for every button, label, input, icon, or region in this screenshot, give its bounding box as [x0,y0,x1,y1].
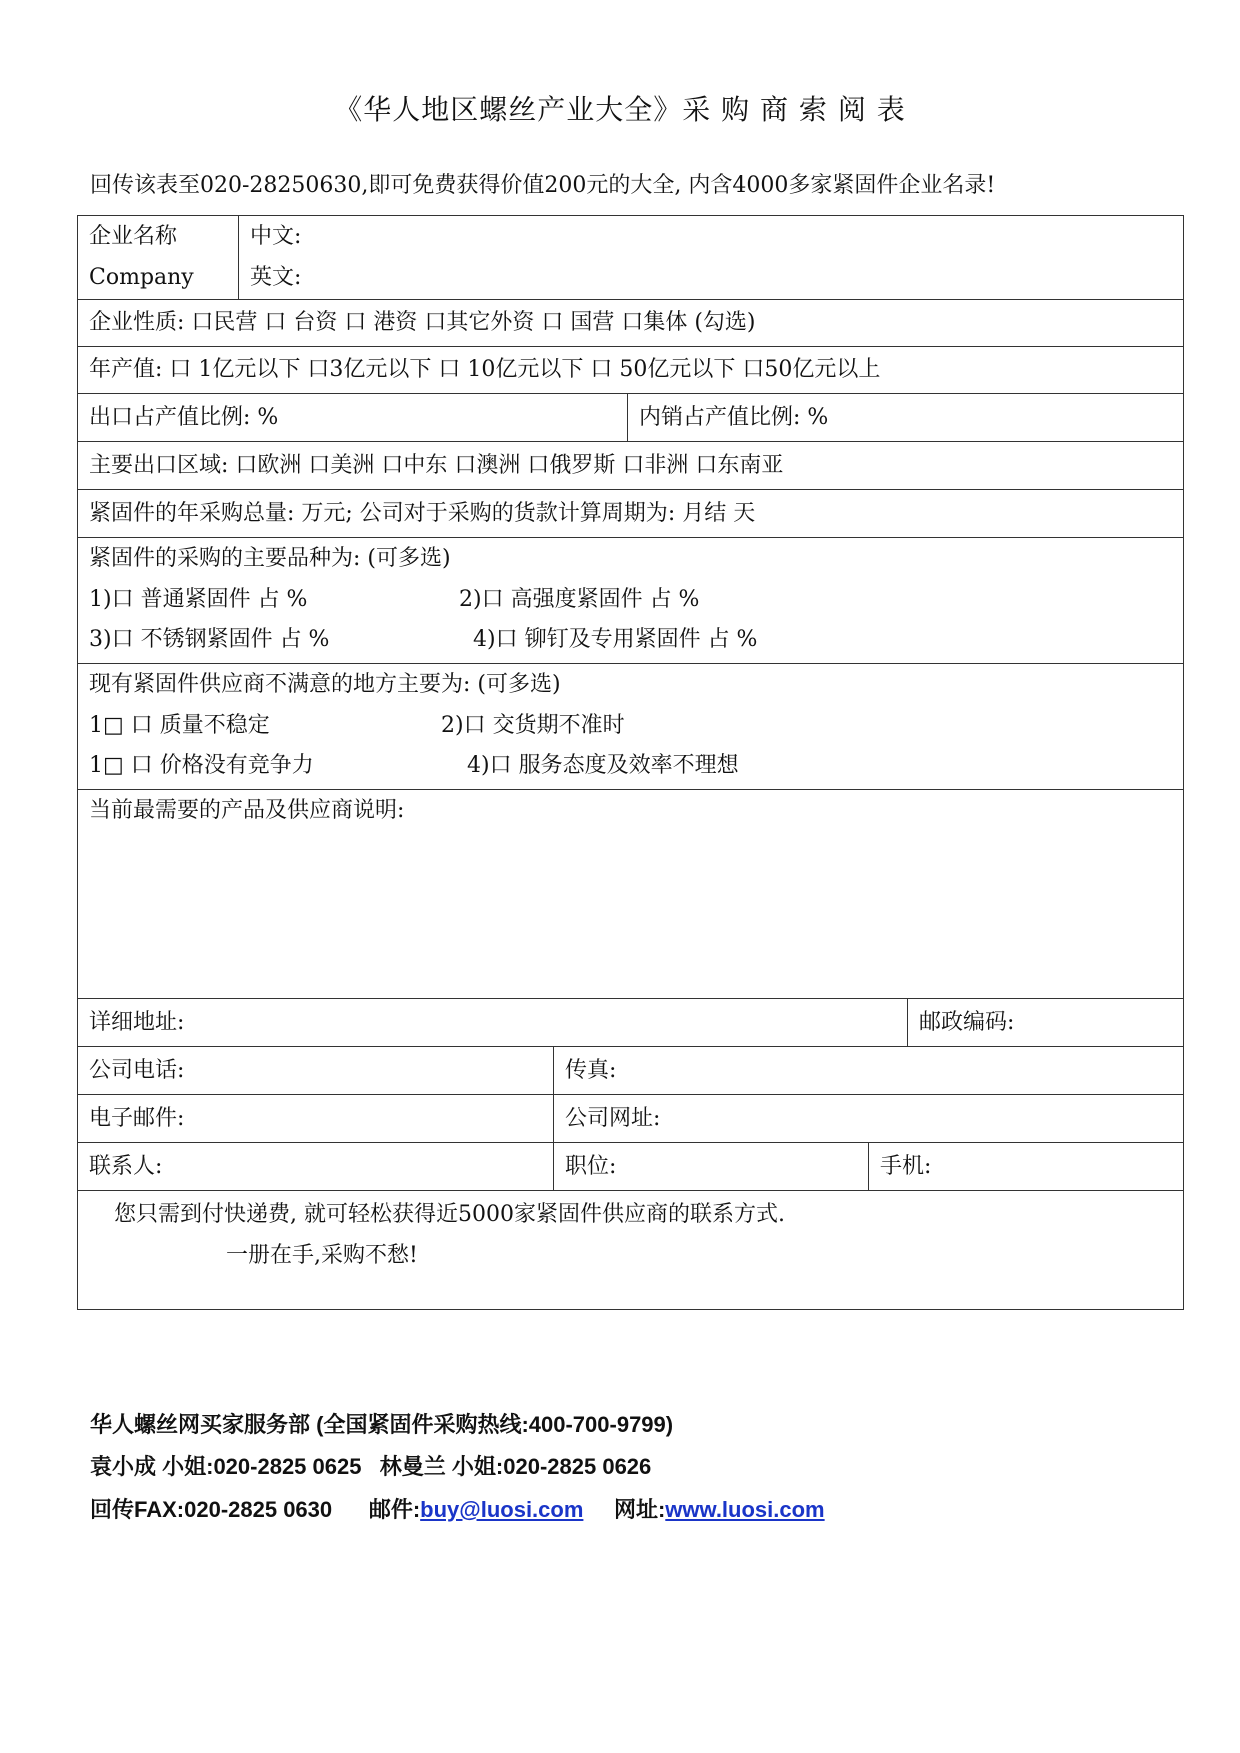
footer-email-label: 邮件: [368,1497,421,1522]
row-divider [78,789,1183,790]
intro-text: 回传该表至020-28250630,即可免费获得价值200元的大全, 内含4000多家紧固件企业名录! [90,173,996,198]
row-divider [78,489,1183,490]
domestic-ratio-field[interactable]: 内销占产值比例: % [639,405,829,430]
row-divider [78,663,1183,664]
row-divider [78,1094,1183,1095]
variety-option-4[interactable]: 4)口 铆钉及专用紧固件 占 % [473,627,758,652]
footer-service-line: 华人螺丝网买家服务部 (全国紧固件采购热线:400-700-9799) [90,1412,674,1437]
company-name-cn-field[interactable]: 中文: [250,224,302,249]
company-name-en-field[interactable]: 英文: [250,265,302,290]
needs-description-field[interactable]: 当前最需要的产品及供应商说明: [89,798,405,823]
company-label-cn: 企业名称 [89,224,178,249]
varieties-title: 紧固件的采购的主要品种为: (可多选) [89,546,451,571]
col-divider [553,1046,554,1190]
col-divider [238,216,239,299]
row-divider [78,393,1183,394]
page-title: 《华人地区螺丝产业大全》采 购 商 索 阅 表 [334,93,906,126]
position-field[interactable]: 职位: [565,1154,617,1179]
variety-option-1[interactable]: 1)口 普通紧固件 占 % [89,587,308,612]
contact-person-field[interactable]: 联系人: [89,1154,163,1179]
dissatisfied-option-3[interactable]: 1□ 口 价格没有竞争力 [89,753,314,778]
row-divider [78,1046,1183,1047]
variety-option-3[interactable]: 3)口 不锈钢紧固件 占 % [89,627,330,652]
export-regions-field[interactable]: 主要出口区域: 口欧洲 口美洲 口中东 口澳洲 口俄罗斯 口非洲 口东南亚 [89,453,784,478]
phone-field[interactable]: 公司电话: [89,1058,185,1083]
annual-purchase-field[interactable]: 紧固件的年采购总量: 万元; 公司对于采购的货款计算周期为: 月结 天 [89,501,756,526]
footer-email-link[interactable]: buy@luosi.com [420,1497,584,1522]
col-divider [627,393,628,441]
note-line-1: 您只需到付快递费, 就可轻松获得近5000家紧固件供应商的联系方式. [114,1202,785,1227]
email-field[interactable]: 电子邮件: [89,1106,185,1131]
footer-website-link[interactable]: www.luosi.com [665,1497,825,1522]
enterprise-nature-field[interactable]: 企业性质: 口民营 口 台资 口 港资 口其它外资 口 国营 口集体 (勾选) [89,310,756,335]
website-field[interactable]: 公司网址: [565,1106,661,1131]
footer-web-label: 网址: [613,1497,666,1522]
col-divider [907,998,908,1046]
address-field[interactable]: 详细地址: [89,1010,185,1035]
row-divider [78,1190,1183,1191]
footer-fax-line [90,1493,825,1524]
row-divider [78,299,1183,300]
dissatisfied-option-1[interactable]: 1□ 口 质量不稳定 [89,713,270,738]
row-divider [78,998,1183,999]
postcode-field[interactable]: 邮政编码: [919,1010,1015,1035]
order-form-table [77,215,1184,1310]
row-divider [78,537,1183,538]
dissatisfied-option-2[interactable]: 2)口 交货期不准时 [441,713,625,738]
note-line-2: 一册在手,采购不愁! [226,1243,418,1268]
company-label-en: Company [89,265,194,290]
mobile-field[interactable]: 手机: [880,1154,932,1179]
footer-contacts-line: 袁小成 小姐:020-2825 0625 林曼兰 小姐:020-2825 0626 [90,1454,652,1479]
row-divider [78,441,1183,442]
variety-option-2[interactable]: 2)口 高强度紧固件 占 % [459,587,700,612]
col-divider [868,1142,869,1190]
row-divider [78,346,1183,347]
footer-fax: 回传FAX:020-2825 0630 [90,1497,333,1522]
row-divider [78,1142,1183,1143]
dissatisfied-option-4[interactable]: 4)口 服务态度及效率不理想 [467,753,739,778]
annual-output-field[interactable]: 年产值: 口 1亿元以下 口3亿元以下 口 10亿元以下 口 50亿元以下 口50亿元以上 [89,357,881,382]
export-ratio-field[interactable]: 出口占产值比例: % [89,405,279,430]
dissatisfied-title: 现有紧固件供应商不满意的地方主要为: (可多选) [89,672,561,697]
fax-field[interactable]: 传真: [565,1058,617,1083]
